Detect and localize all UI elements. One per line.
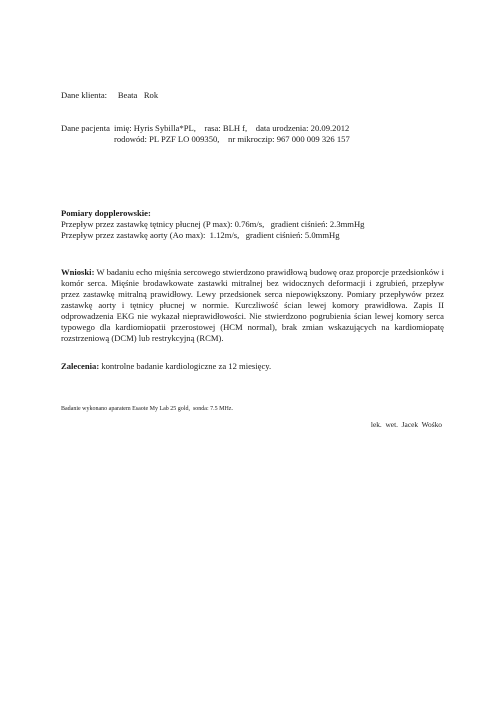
patient-section <box>61 123 350 145</box>
patient-line-2 <box>61 134 350 145</box>
device-note: Badanie wykonano aparatem Esaote My Lab 25 gold, sonda: 7.5 MHz. <box>61 406 233 412</box>
doppler-pulmonary: Przepływ przez zastawkę tętnicy płucnej (P max): 0.76m/s, gradient ciśnień: 2.3mmHg <box>61 219 365 229</box>
conclusions-text: W badaniu echo mięśnia sercowego stwierdzono prawidłową budowę oraz proporcje przedsionków i komór serca. Mięśnie brodawkowate zastawki mitralnej bez widocznych deformacji i zgrubień, przepływ przez zastawkę mitralną prawidłowy. Lewy przedsionek serca niepowiększony. Pomiary przepływów przez zastawkę aorty i tętnicy płucnej w normie. Kurczliwość ścian lewej komory prawidłowa. Zapis II odprowadzenia EKG nie wykazał nieprawidłowości. Nie stwierdzono pogrubienia ścian lewej komory serca typowego dla kardiomiopatii przerostowej (HCM normal), brak zmian wskazujących na kardiomiopatę rozstrzeniową (DCM) lub restrykcyjną (RCM). <box>61 267 444 343</box>
recommendations-heading: Zalecenia: <box>61 361 100 371</box>
conclusions-heading: Wnioski: <box>61 267 95 277</box>
recommendations-text: kontrolne badanie kardiologiczne za 12 miesięcy. <box>99 361 272 371</box>
doppler-aortic: Przepływ przez zastawkę aorty (Ao max): 1.12m/s, gradient ciśnień: 5.0mmHg <box>61 230 340 240</box>
patient-line-1 <box>61 123 350 134</box>
signature: lek. wet. Jacek Wośko <box>370 420 442 429</box>
doppler-heading: Pomiary dopplerowskie: <box>61 208 151 218</box>
recommendations-section <box>61 361 271 371</box>
conclusions-section <box>61 267 444 344</box>
client-label: Dane klienta: <box>61 90 108 100</box>
client-section <box>61 90 158 100</box>
patient-identity: imię: Hyris Sybilla*PL, rasa: BLH f, data urodzenia: 20.09.2012 <box>114 123 350 133</box>
patient-pedigree: rodowód: PL PZF LO 009350, nr mikroczip: 967 000 009 326 157 <box>114 134 350 144</box>
patient-label: Dane pacjenta <box>61 123 110 133</box>
client-name: Beata Rok <box>117 90 159 100</box>
doppler-section <box>61 208 446 241</box>
